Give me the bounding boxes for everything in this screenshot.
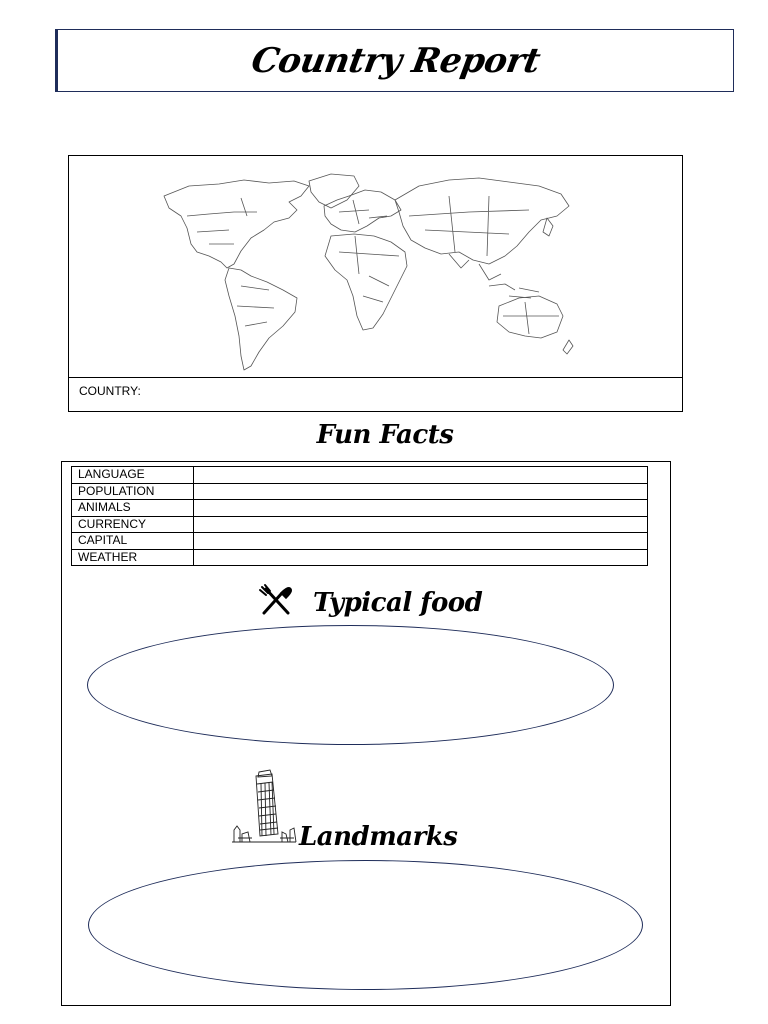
fact-label-population: POPULATION [72, 483, 194, 500]
fact-value-population[interactable] [194, 483, 648, 500]
continent-north-america [164, 180, 309, 268]
table-row [72, 467, 648, 484]
continent-greenland [309, 174, 359, 208]
page-title: Country Report [248, 40, 543, 81]
fun-facts-table [71, 466, 648, 566]
table-row [72, 533, 648, 550]
continent-europe [324, 190, 401, 232]
fact-label-animals: ANIMALS [72, 500, 194, 517]
typical-food-area[interactable] [87, 625, 614, 745]
fact-value-capital[interactable] [194, 533, 648, 550]
title-box [55, 29, 734, 92]
landmarks-area[interactable] [88, 860, 643, 990]
continent-south-america [225, 268, 297, 370]
world-map-outline [69, 156, 682, 378]
fact-label-capital: CAPITAL [72, 533, 194, 550]
country-field[interactable] [68, 377, 683, 412]
country-label: COUNTRY: [79, 384, 141, 398]
table-row [72, 516, 648, 533]
island-japan [543, 218, 553, 236]
table-row [72, 549, 648, 566]
fact-value-animals[interactable] [194, 500, 648, 517]
fork-knife-icon [258, 583, 294, 619]
landmarks-heading: Landmarks [299, 822, 458, 852]
leaning-tower-icon [228, 768, 300, 850]
typical-food-heading: Typical food [313, 588, 483, 618]
fact-value-language[interactable] [194, 467, 648, 484]
island-new-zealand [563, 340, 573, 354]
fact-value-weather[interactable] [194, 549, 648, 566]
fact-label-weather: WEATHER [72, 549, 194, 566]
fact-value-currency[interactable] [194, 516, 648, 533]
continent-australia [497, 296, 563, 338]
islands-indonesia [489, 284, 539, 298]
table-row [72, 500, 648, 517]
fact-label-language: LANGUAGE [72, 467, 194, 484]
world-map-panel [68, 155, 683, 378]
fact-label-currency: CURRENCY [72, 516, 194, 533]
table-row [72, 483, 648, 500]
continent-africa [325, 234, 407, 330]
continent-asia [395, 178, 569, 264]
fun-facts-heading: Fun Facts [316, 420, 454, 450]
